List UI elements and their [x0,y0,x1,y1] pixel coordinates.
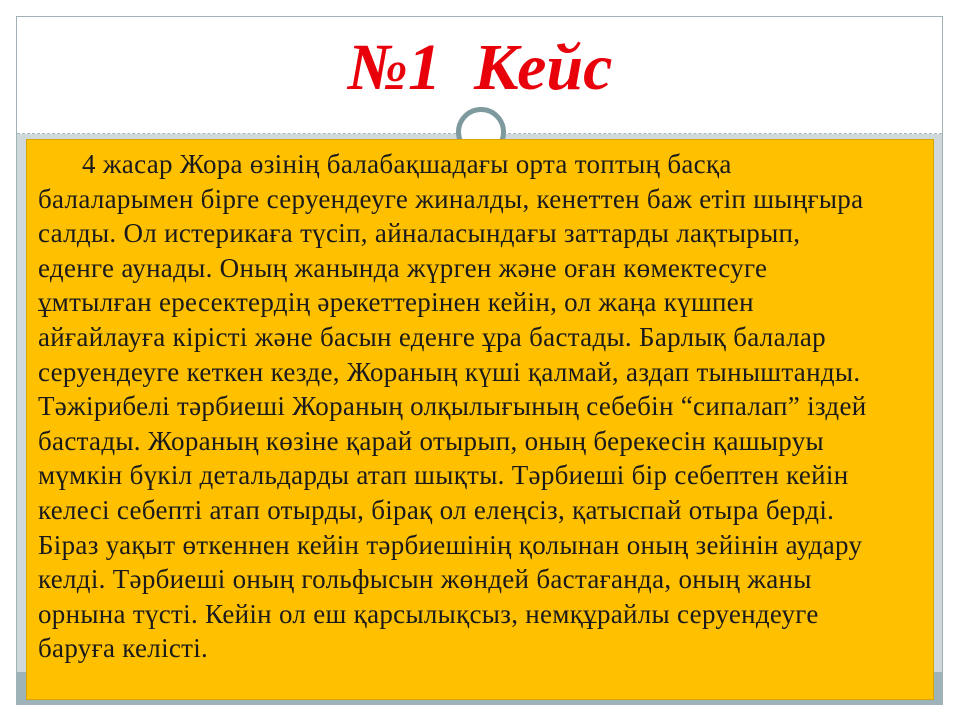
text-line: Тәжірибелі тәрбиеші Жораның олқылығының себебін “сипалап” іздей [38,391,867,422]
text-line: баруға келісті. [38,633,209,664]
text-line: айғайлауға кірісті және басын еденге ұра бастады. Барлық балалар [38,321,826,352]
text-line: бастады. Жораның көзіне қарай отырып, оның берекесін қашыруы [38,425,824,456]
text-line: еденге аунады. Оның жанында жүрген және оған көмектесуге [38,252,768,283]
text-line: серуендеуге кеткен кезде, Жораның күші қалмай, аздап тыныштанды. [38,356,861,387]
text-line: мүмкін бүкіл детальдарды атап шықты. Тәрбиеші бір себептен кейін [38,460,849,491]
case-text [38,147,866,666]
text-line: балаларымен бірге серуендеуге жиналды, кенеттен баж етіп шыңғыра [38,183,864,214]
text-line: келді. Тәрбиеші оның гольфысын жөндей бастағанда, оның жаны [38,564,812,595]
text-line: салды. Ол истерикаға түсіп, айналасындағы заттарды лақтырып, [38,218,801,249]
text-line: Біраз уақыт өткеннен кейін тәрбиешінің қолынан оның зейінін аудару [38,529,863,560]
slide-title: №1 Кейс [347,31,613,104]
text-line: келесі себепті атап отырды, бірақ ол елеңсіз, қатыспай отыра берді. [38,494,835,525]
text-line: 4 жасар Жора өзінің балабақшадағы орта топтың басқа [82,149,732,179]
text-line: орнына түсті. Кейін ол еш қарсылықсыз, немқұрайлы серуендеуге [38,598,819,629]
text-line: ұмтылған ересектердің әрекеттерінен кейін, ол жаңа күшпен [38,287,754,318]
